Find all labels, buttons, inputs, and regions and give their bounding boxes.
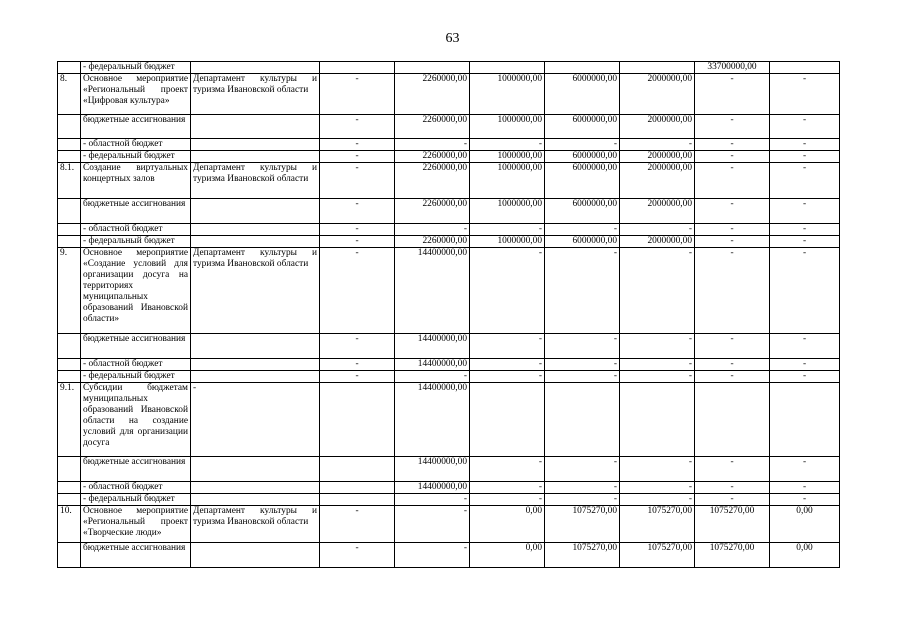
- executor-cell: Департамент культуры и туризма Ивановской области: [191, 506, 320, 543]
- activity-name-cell: Создание виртуальных концертных залов: [81, 163, 191, 199]
- executor-cell: [191, 334, 320, 359]
- value-cell-3: 0,00: [470, 506, 545, 543]
- value-cell-2: 2260000,00: [395, 74, 470, 115]
- activity-name-cell: - областной бюджет: [81, 482, 191, 494]
- value-cell-7: -: [770, 371, 840, 383]
- executor-cell: [191, 543, 320, 568]
- value-cell-6: -: [695, 248, 770, 334]
- activity-name-cell: бюджетные ассигнования: [81, 199, 191, 224]
- activity-name-cell: - федеральный бюджет: [81, 371, 191, 383]
- activity-name-cell: бюджетные ассигнования: [81, 457, 191, 482]
- value-cell-2: 2260000,00: [395, 163, 470, 199]
- value-cell-7: [770, 62, 840, 74]
- executor-cell: [191, 236, 320, 248]
- value-cell-7: 0,00: [770, 506, 840, 543]
- table-row: [58, 224, 840, 236]
- value-cell-5: -: [620, 371, 695, 383]
- value-cell-5: -: [620, 457, 695, 482]
- executor-cell: [191, 115, 320, 139]
- table-row: [58, 457, 840, 482]
- table-row: [58, 115, 840, 139]
- activity-name-cell: - федеральный бюджет: [81, 494, 191, 506]
- table-row: [58, 494, 840, 506]
- value-cell-5: 2000000,00: [620, 163, 695, 199]
- value-cell-3: -: [470, 457, 545, 482]
- value-cell-5: 2000000,00: [620, 74, 695, 115]
- table-row: [58, 506, 840, 543]
- value-cell-1: [320, 494, 395, 506]
- activity-name-cell: - федеральный бюджет: [81, 151, 191, 163]
- value-cell-1: -: [320, 248, 395, 334]
- value-cell-1: -: [320, 506, 395, 543]
- value-cell-4: -: [545, 248, 620, 334]
- value-cell-6: -: [695, 371, 770, 383]
- value-cell-3: 1000000,00: [470, 199, 545, 224]
- value-cell-5: -: [620, 494, 695, 506]
- value-cell-2: 2260000,00: [395, 236, 470, 248]
- activity-name-cell: Основное мероприятие «Региональный проект «Цифровая культура»: [81, 74, 191, 115]
- value-cell-3: 1000000,00: [470, 163, 545, 199]
- value-cell-1: [320, 457, 395, 482]
- value-cell-1: -: [320, 115, 395, 139]
- value-cell-5: [620, 62, 695, 74]
- activity-name-cell: бюджетные ассигнования: [81, 543, 191, 568]
- row-number-cell: [58, 359, 81, 371]
- value-cell-7: -: [770, 163, 840, 199]
- value-cell-6: -: [695, 151, 770, 163]
- table-row: [58, 163, 840, 199]
- activity-name-cell: - областной бюджет: [81, 139, 191, 151]
- row-number-cell: [58, 115, 81, 139]
- value-cell-1: -: [320, 359, 395, 371]
- value-cell-1: -: [320, 334, 395, 359]
- value-cell-3: 1000000,00: [470, 151, 545, 163]
- executor-cell: [191, 359, 320, 371]
- value-cell-6: 1075270,00: [695, 543, 770, 568]
- value-cell-5: 2000000,00: [620, 236, 695, 248]
- value-cell-3: [470, 383, 545, 457]
- value-cell-3: 1000000,00: [470, 236, 545, 248]
- table-row: [58, 199, 840, 224]
- value-cell-4: -: [545, 371, 620, 383]
- value-cell-4: 6000000,00: [545, 151, 620, 163]
- table-row: [58, 248, 840, 334]
- table-row: [58, 371, 840, 383]
- value-cell-4: 1075270,00: [545, 543, 620, 568]
- value-cell-6: -: [695, 494, 770, 506]
- value-cell-4: 6000000,00: [545, 236, 620, 248]
- row-number-cell: [58, 224, 81, 236]
- table-row: [58, 236, 840, 248]
- value-cell-5: 1075270,00: [620, 543, 695, 568]
- row-number-cell: [58, 543, 81, 568]
- value-cell-7: -: [770, 236, 840, 248]
- activity-name-cell: Субсидии бюджетам муниципальных образований Ивановской области на создание условий для организации досуга: [81, 383, 191, 457]
- value-cell-2: -: [395, 506, 470, 543]
- row-number-cell: 8.: [58, 74, 81, 115]
- value-cell-2: 14400000,00: [395, 457, 470, 482]
- value-cell-6: -: [695, 199, 770, 224]
- value-cell-2: 14400000,00: [395, 383, 470, 457]
- value-cell-7: -: [770, 139, 840, 151]
- value-cell-2: 2260000,00: [395, 115, 470, 139]
- value-cell-1: -: [320, 236, 395, 248]
- value-cell-7: -: [770, 199, 840, 224]
- value-cell-6: -: [695, 482, 770, 494]
- value-cell-6: -: [695, 115, 770, 139]
- value-cell-4: -: [545, 482, 620, 494]
- value-cell-2: 14400000,00: [395, 482, 470, 494]
- row-number-cell: [58, 62, 81, 74]
- value-cell-1: -: [320, 74, 395, 115]
- value-cell-3: -: [470, 224, 545, 236]
- row-number-cell: [58, 457, 81, 482]
- value-cell-7: -: [770, 151, 840, 163]
- value-cell-3: -: [470, 371, 545, 383]
- activity-name-cell: - областной бюджет: [81, 224, 191, 236]
- value-cell-1: -: [320, 199, 395, 224]
- value-cell-4: -: [545, 139, 620, 151]
- value-cell-3: 1000000,00: [470, 74, 545, 115]
- value-cell-7: -: [770, 334, 840, 359]
- value-cell-7: 0,00: [770, 543, 840, 568]
- value-cell-1: -: [320, 151, 395, 163]
- executor-cell: [191, 224, 320, 236]
- value-cell-5: -: [620, 224, 695, 236]
- value-cell-4: -: [545, 359, 620, 371]
- value-cell-5: 2000000,00: [620, 115, 695, 139]
- value-cell-1: -: [320, 371, 395, 383]
- value-cell-6: -: [695, 359, 770, 371]
- executor-cell: Департамент культуры и туризма Ивановской области: [191, 74, 320, 115]
- value-cell-3: -: [470, 334, 545, 359]
- row-number-cell: 9.1.: [58, 383, 81, 457]
- value-cell-5: -: [620, 359, 695, 371]
- value-cell-6: -: [695, 139, 770, 151]
- executor-cell: Департамент культуры и туризма Ивановской области: [191, 163, 320, 199]
- value-cell-1: -: [320, 543, 395, 568]
- row-number-cell: [58, 482, 81, 494]
- value-cell-5: -: [620, 334, 695, 359]
- value-cell-6: -: [695, 334, 770, 359]
- value-cell-5: 1075270,00: [620, 506, 695, 543]
- value-cell-2: 14400000,00: [395, 334, 470, 359]
- value-cell-7: [770, 383, 840, 457]
- value-cell-3: 0,00: [470, 543, 545, 568]
- value-cell-4: 6000000,00: [545, 74, 620, 115]
- value-cell-2: -: [395, 543, 470, 568]
- activity-name-cell: - федеральный бюджет: [81, 62, 191, 74]
- value-cell-5: -: [620, 139, 695, 151]
- value-cell-6: 1075270,00: [695, 506, 770, 543]
- table-row: [58, 543, 840, 568]
- page-number: 63: [445, 31, 460, 46]
- value-cell-4: 1075270,00: [545, 506, 620, 543]
- value-cell-1: [320, 383, 395, 457]
- value-cell-4: -: [545, 457, 620, 482]
- executor-cell: [191, 371, 320, 383]
- value-cell-4: -: [545, 224, 620, 236]
- row-number-cell: [58, 334, 81, 359]
- value-cell-7: -: [770, 74, 840, 115]
- executor-cell: -: [191, 383, 320, 457]
- table-row: [58, 334, 840, 359]
- value-cell-7: -: [770, 359, 840, 371]
- value-cell-1: [320, 482, 395, 494]
- value-cell-5: -: [620, 248, 695, 334]
- value-cell-2: -: [395, 371, 470, 383]
- value-cell-6: 33700000,00: [695, 62, 770, 74]
- value-cell-2: [395, 62, 470, 74]
- executor-cell: [191, 199, 320, 224]
- value-cell-2: 2260000,00: [395, 151, 470, 163]
- value-cell-1: -: [320, 224, 395, 236]
- executor-cell: [191, 151, 320, 163]
- row-number-cell: 8.1.: [58, 163, 81, 199]
- value-cell-2: 2260000,00: [395, 199, 470, 224]
- value-cell-4: 6000000,00: [545, 199, 620, 224]
- row-number-cell: [58, 199, 81, 224]
- value-cell-2: 14400000,00: [395, 248, 470, 334]
- table-row: [58, 74, 840, 115]
- value-cell-6: [695, 383, 770, 457]
- value-cell-4: 6000000,00: [545, 115, 620, 139]
- value-cell-6: -: [695, 224, 770, 236]
- table-row: [58, 482, 840, 494]
- row-number-cell: 10.: [58, 506, 81, 543]
- value-cell-2: -: [395, 494, 470, 506]
- value-cell-5: -: [620, 482, 695, 494]
- activity-name-cell: - областной бюджет: [81, 359, 191, 371]
- value-cell-4: 6000000,00: [545, 163, 620, 199]
- value-cell-1: -: [320, 139, 395, 151]
- value-cell-4: [545, 62, 620, 74]
- table-row: [58, 359, 840, 371]
- executor-cell: Департамент культуры и туризма Ивановской области: [191, 248, 320, 334]
- budget-table: [57, 61, 840, 568]
- value-cell-4: [545, 383, 620, 457]
- activity-name-cell: - федеральный бюджет: [81, 236, 191, 248]
- value-cell-4: -: [545, 494, 620, 506]
- value-cell-3: -: [470, 139, 545, 151]
- value-cell-5: 2000000,00: [620, 151, 695, 163]
- value-cell-7: -: [770, 224, 840, 236]
- activity-name-cell: Основное мероприятие «Создание условий для организации досуга на территориях муниципальных образований Ивановской области»: [81, 248, 191, 334]
- table-row: [58, 62, 840, 74]
- value-cell-3: -: [470, 494, 545, 506]
- value-cell-1: [320, 62, 395, 74]
- value-cell-6: -: [695, 457, 770, 482]
- executor-cell: [191, 494, 320, 506]
- value-cell-5: 2000000,00: [620, 199, 695, 224]
- value-cell-6: -: [695, 74, 770, 115]
- table-row: [58, 383, 840, 457]
- row-number-cell: [58, 139, 81, 151]
- executor-cell: [191, 139, 320, 151]
- value-cell-7: -: [770, 248, 840, 334]
- row-number-cell: [58, 494, 81, 506]
- value-cell-2: -: [395, 224, 470, 236]
- value-cell-3: 1000000,00: [470, 115, 545, 139]
- table-row: [58, 151, 840, 163]
- value-cell-3: -: [470, 248, 545, 334]
- value-cell-2: 14400000,00: [395, 359, 470, 371]
- executor-cell: [191, 482, 320, 494]
- value-cell-3: -: [470, 359, 545, 371]
- value-cell-6: -: [695, 236, 770, 248]
- value-cell-3: [470, 62, 545, 74]
- value-cell-7: -: [770, 482, 840, 494]
- value-cell-5: [620, 383, 695, 457]
- value-cell-7: -: [770, 115, 840, 139]
- activity-name-cell: Основное мероприятие «Региональный проект «Творческие люди»: [81, 506, 191, 543]
- value-cell-4: -: [545, 334, 620, 359]
- executor-cell: [191, 62, 320, 74]
- activity-name-cell: бюджетные ассигнования: [81, 334, 191, 359]
- row-number-cell: [58, 236, 81, 248]
- value-cell-2: -: [395, 139, 470, 151]
- value-cell-6: -: [695, 163, 770, 199]
- value-cell-7: -: [770, 457, 840, 482]
- row-number-cell: 9.: [58, 248, 81, 334]
- activity-name-cell: бюджетные ассигнования: [81, 115, 191, 139]
- table-row: [58, 139, 840, 151]
- row-number-cell: [58, 371, 81, 383]
- value-cell-7: -: [770, 494, 840, 506]
- value-cell-3: -: [470, 482, 545, 494]
- executor-cell: [191, 457, 320, 482]
- value-cell-1: -: [320, 163, 395, 199]
- row-number-cell: [58, 151, 81, 163]
